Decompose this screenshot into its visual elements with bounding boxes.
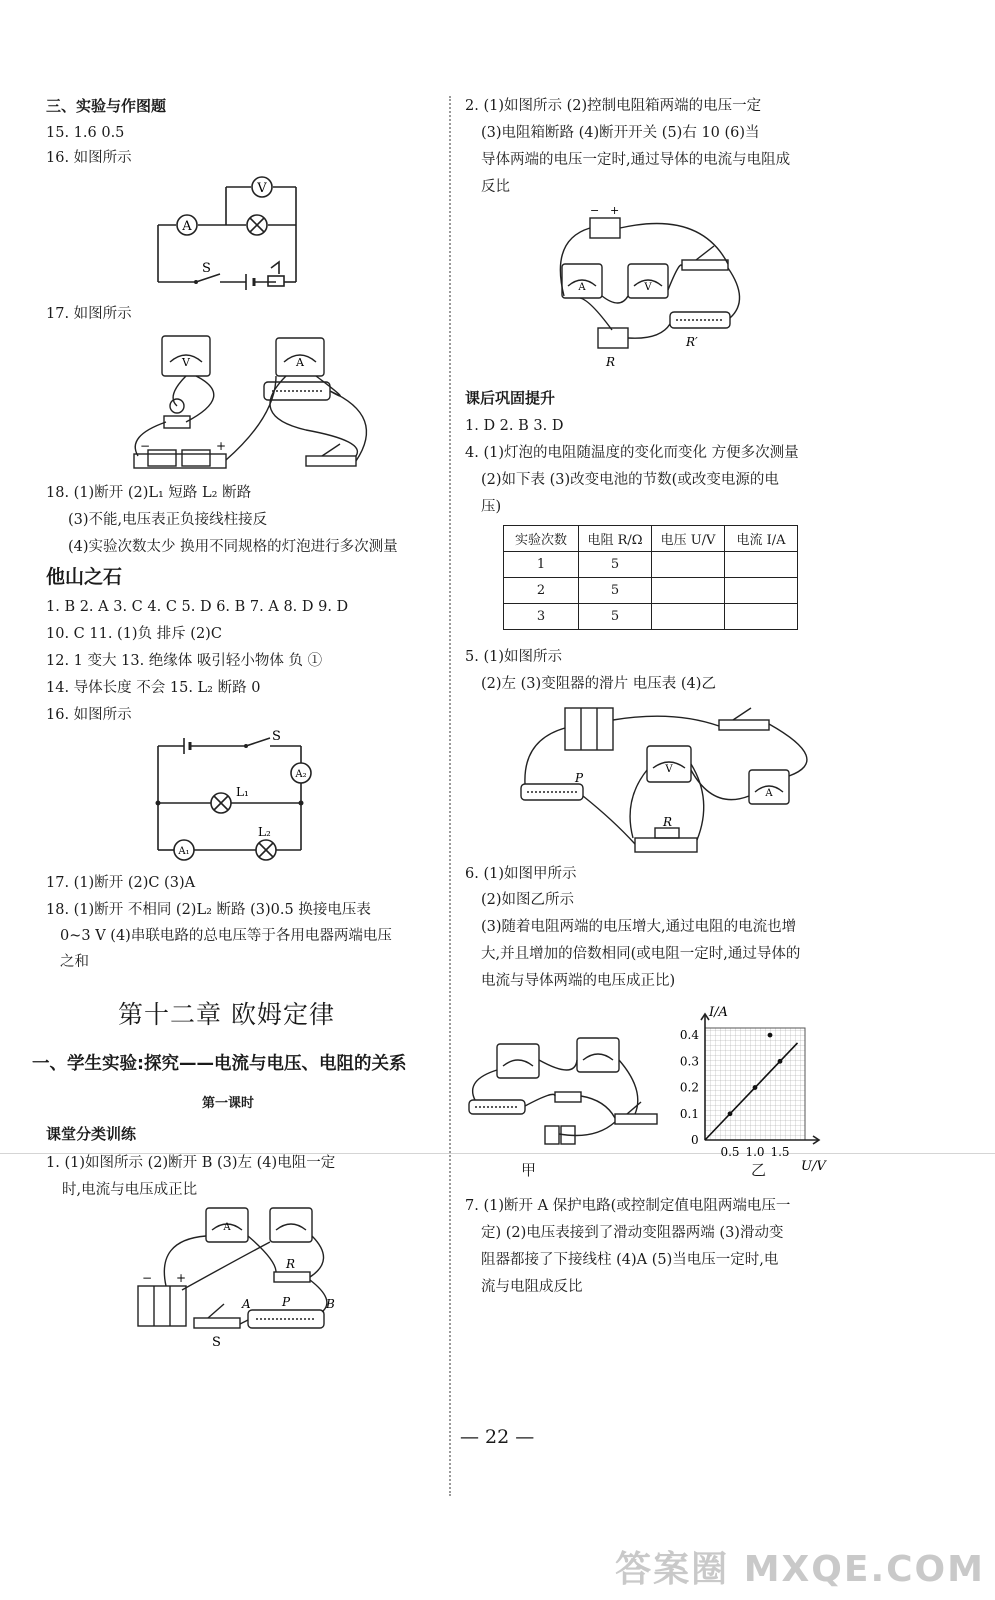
table-cell (652, 552, 725, 578)
ammeter-label: A (223, 1222, 231, 1233)
answer-7-line4: 流与电阻成反比 (481, 1279, 583, 1295)
ammeter-a1-label: A₁ (178, 846, 190, 857)
answer-16b: 16. 如图所示 (46, 707, 132, 723)
answer-5-line2: (2)左 (3)变阻器的滑片 电压表 (4)乙 (481, 676, 716, 692)
answer-7-line1: 7. (1)断开 A 保护电路(或控制定值电阻两端电压一 (465, 1198, 791, 1214)
answer-15: 15. 1.6 0.5 (46, 125, 125, 141)
ammeter-label: A (765, 788, 773, 799)
table-cell: 2 (504, 578, 579, 604)
answer-4-line1: 4. (1)灯泡的电阻随温度的变化而变化 方便多次测量 (465, 445, 799, 461)
physical-circuit-2 (550, 200, 750, 370)
answers-12-13: 12. 1 变大 13. 绝缘体 吸引轻小物体 负 ① (46, 653, 323, 669)
watermark-logo: 答案圈 MXQE.COM (615, 1549, 985, 1590)
section-heading-experiment: 三、实验与作图题 (46, 97, 167, 115)
answers-1-9: 1. B 2. A 3. C 4. C 5. D 6. B 7. A 8. D 9. D (46, 599, 349, 615)
lesson-title: 第一课时 (202, 1096, 255, 1111)
voltmeter-label: V (644, 282, 652, 293)
switch-label: S (202, 261, 211, 276)
table-cell (725, 578, 798, 604)
table-header: 实验次数 (504, 526, 579, 552)
slider-p-label: P (575, 771, 584, 785)
answer-5-line1: 5. (1)如图所示 (465, 649, 562, 665)
answer-7-line2: 定) (2)电压表接到了滑动变阻器两端 (3)滑动变 (481, 1225, 784, 1241)
section-title: 一、学生实验:探究——电流与电压、电阻的关系 (32, 1054, 407, 1074)
answer-4-line2: (2)如下表 (3)改变电池的节数(或改变电源的电 (481, 472, 779, 488)
table-row (504, 578, 798, 604)
table-cell: 5 (579, 604, 652, 630)
rheostat-label: R′ (686, 335, 698, 349)
answer-18-line2: (3)不能,电压表正负接线柱接反 (68, 512, 268, 528)
figure-label-jia: 甲 (521, 1161, 537, 1179)
data-point (728, 1111, 733, 1116)
answer-18b-line1: 18. (1)断开 不相同 (2)L₂ 断路 (3)0.5 换接电压表 (46, 902, 371, 918)
plus-sign: + (610, 204, 620, 217)
physical-circuit-1 (136, 1200, 386, 1350)
lamp-l1-label: L₁ (236, 785, 249, 799)
answer-7-line3: 阻器都接了下接线柱 (4)A (5)当电压一定时,电 (481, 1252, 779, 1268)
plus-sign: + (216, 439, 227, 453)
column-divider (449, 96, 451, 1496)
ammeter-a2-label: A₂ (295, 769, 307, 780)
physical-circuit-5 (513, 700, 833, 860)
answer-18b-line2: 0~3 V (4)串联电路的总电压等于各用电器两端电压 (60, 928, 392, 944)
answer-2-line1: 2. (1)如图所示 (2)控制电阻箱两端的电压一定 (465, 98, 762, 114)
switch-label: S (212, 1335, 221, 1350)
answer-2-line2: (3)电阻箱断路 (4)断开开关 (5)右 10 (6)当 (481, 125, 760, 141)
answer-1-line2: 时,电流与电压成正比 (62, 1182, 198, 1198)
resistor-label: R (663, 815, 673, 829)
answer-6-line5: 电流与导体两端的电压成正比) (481, 973, 676, 989)
data-point (768, 1033, 773, 1038)
answer-16: 16. 如图所示 (46, 150, 132, 166)
experiment-table (503, 525, 798, 630)
table-cell (725, 604, 798, 630)
y-tick-label: 0.2 (679, 1080, 699, 1095)
table-cell: 3 (504, 604, 579, 630)
section-heading-tashan: 他山之石 (46, 566, 123, 588)
page-number: — 22 — (460, 1426, 535, 1448)
resistor-label: R (286, 1257, 296, 1271)
switch-label: S (272, 729, 281, 744)
minus-sign: − (590, 204, 600, 217)
answer-6-line2: (2)如图乙所示 (481, 892, 575, 908)
table-header-row (504, 526, 798, 552)
ammeter-label: A (296, 356, 304, 369)
section-heading-after-class: 课后巩固提升 (465, 389, 556, 407)
answer-17: 17. 如图所示 (46, 306, 132, 322)
table-header: 电压 U/V (652, 526, 725, 552)
x-tick-label: 0.5 (720, 1145, 740, 1159)
voltmeter-label: V (182, 356, 190, 369)
table-cell (652, 604, 725, 630)
x-tick-label: 1.5 (770, 1145, 790, 1159)
ammeter-label: A (578, 282, 586, 293)
answer-6-line3: (3)随着电阻两端的电压增大,通过电阻的电流也增 (481, 919, 797, 935)
physical-circuit-6-jia (465, 1030, 665, 1150)
answer-18b-line3: 之和 (60, 954, 89, 970)
lamp-l2-label: L₂ (258, 825, 271, 839)
y-tick-label: 0.3 (679, 1054, 699, 1069)
table-header: 电阻 R/Ω (579, 526, 652, 552)
resistance-box-label: R (606, 355, 616, 369)
table-cell: 5 (579, 578, 652, 604)
table-row (504, 552, 798, 578)
iu-graph (675, 1000, 835, 1174)
table-cell: 1 (504, 552, 579, 578)
figure-label-yi: 乙 (751, 1161, 767, 1179)
circuit-diagram-16b (146, 728, 356, 868)
minus-sign: − (140, 439, 151, 453)
y-tick-label: 0.4 (679, 1028, 699, 1043)
minus-sign: − (142, 1271, 153, 1285)
voltmeter-label: V (257, 181, 267, 196)
section-heading-classroom: 课堂分类训练 (46, 1125, 137, 1143)
table-cell (652, 578, 725, 604)
table-row (504, 604, 798, 630)
answer-2-line4: 反比 (481, 179, 510, 195)
terminal-b-label: B (326, 1297, 335, 1311)
table-cell: 5 (579, 552, 652, 578)
answer-18-line1: 18. (1)断开 (2)L₁ 短路 L₂ 断路 (46, 485, 252, 501)
y-tick-label: 0.1 (679, 1106, 699, 1121)
chapter-title: 第十二章 欧姆定律 (118, 1000, 335, 1029)
plus-sign: + (176, 1271, 187, 1285)
answer-17b: 17. (1)断开 (2)C (3)A (46, 875, 196, 891)
y-axis-label: I/A (709, 1005, 728, 1020)
answer-18-line3: (4)实验次数太少 换用不同规格的灯泡进行多次测量 (68, 539, 398, 555)
table-cell (725, 552, 798, 578)
answer-1-line1: 1. (1)如图所示 (2)断开 B (3)左 (4)电阻一定 (46, 1155, 336, 1171)
answers-14-15: 14. 导体长度 不会 15. L₂ 断路 0 (46, 680, 261, 696)
data-point (753, 1085, 758, 1090)
answer-6-line1: 6. (1)如图甲所示 (465, 866, 577, 882)
answers-1-3: 1. D 2. B 3. D (465, 418, 564, 434)
x-axis-label: U/V (801, 1159, 826, 1174)
terminal-a-label: A (242, 1297, 251, 1311)
slider-p-label: P (282, 1295, 291, 1309)
answers-10-11: 10. C 11. (1)负 排斥 (2)C (46, 626, 222, 642)
physical-circuit-17 (126, 326, 446, 476)
origin-label: 0 (691, 1133, 699, 1147)
x-tick-label: 1.0 (745, 1145, 765, 1159)
answer-4-line3: 压) (481, 499, 502, 515)
data-point (778, 1059, 783, 1064)
answer-6-line4: 大,并且增加的倍数相同(或电阻一定时,通过导体的 (481, 946, 801, 962)
ammeter-label: A (182, 219, 192, 234)
voltmeter-label: V (665, 764, 673, 775)
circuit-diagram-16a (146, 170, 356, 295)
answer-2-line3: 导体两端的电压一定时,通过导体的电流与电阻成 (481, 152, 791, 168)
table-header: 电流 I/A (725, 526, 798, 552)
